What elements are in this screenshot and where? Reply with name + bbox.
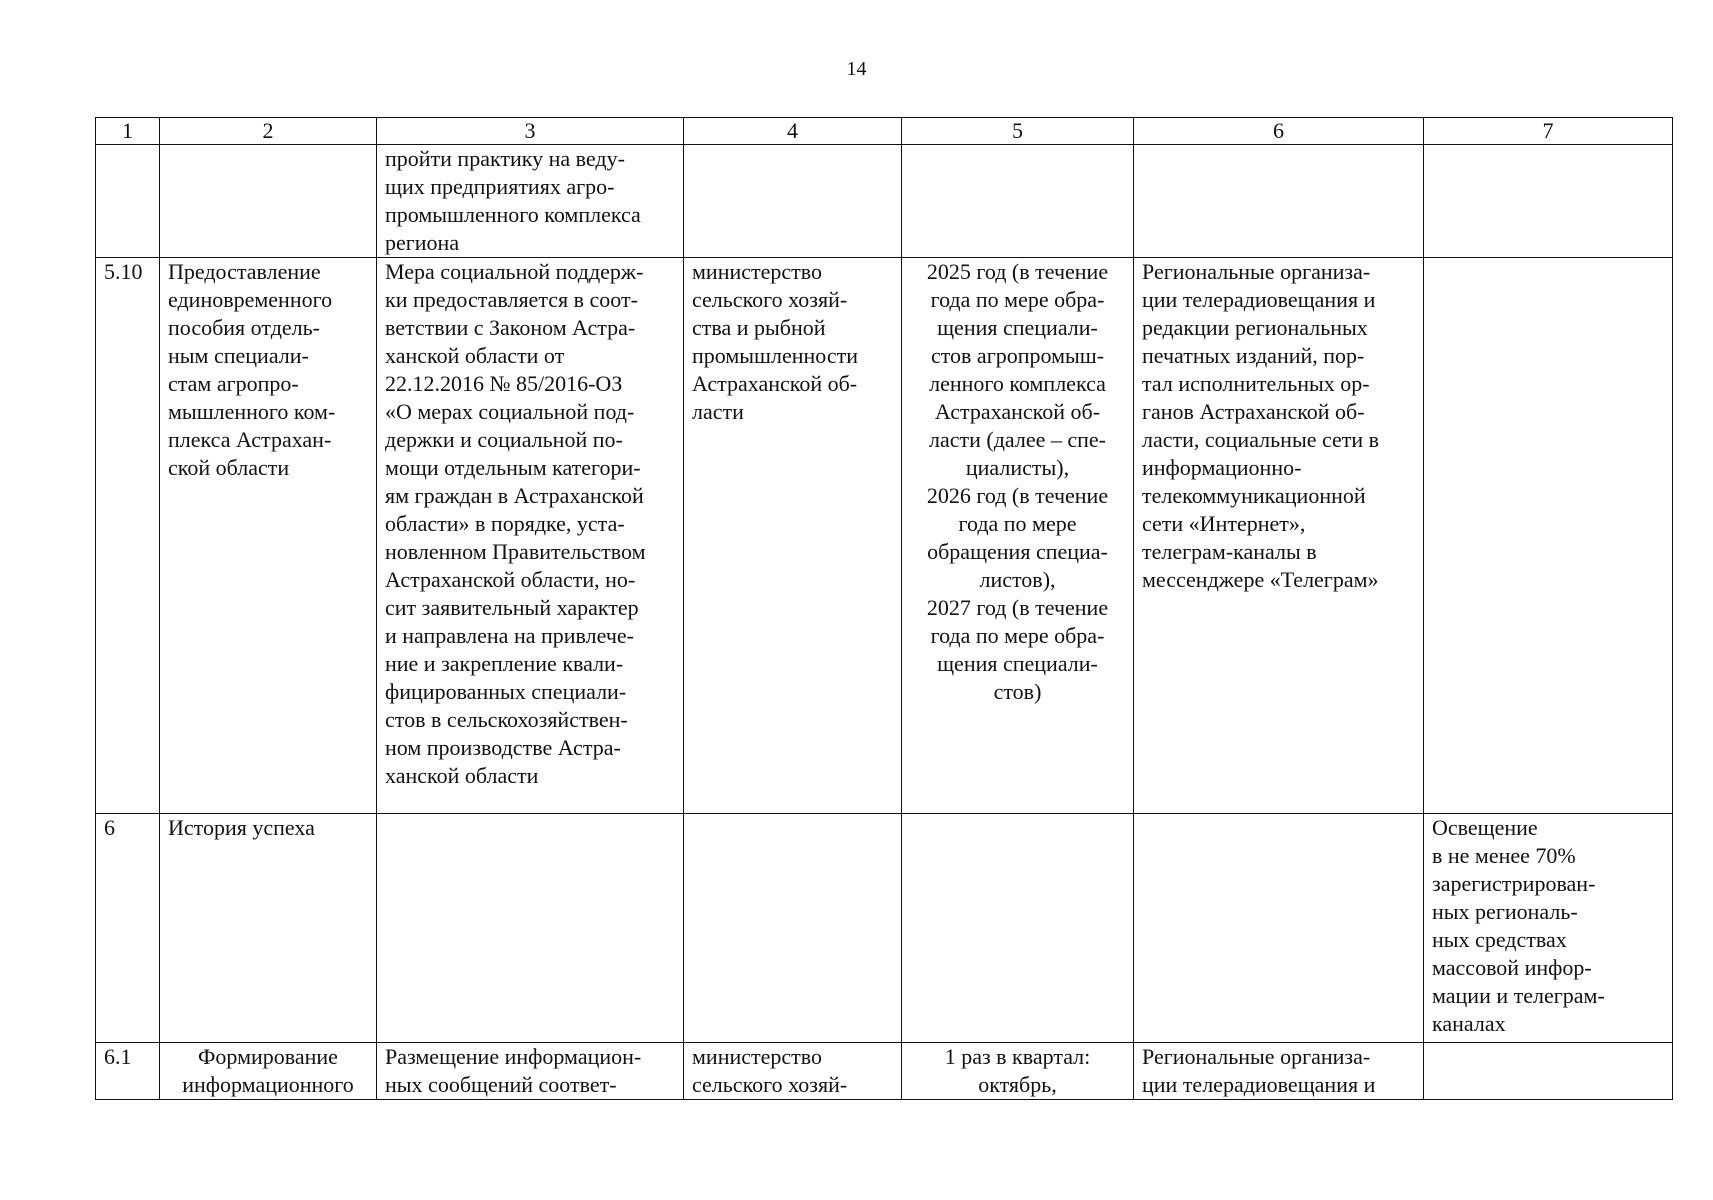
- measure-name-cell: История успеха: [160, 814, 377, 1043]
- result-cell: [1424, 1043, 1673, 1100]
- row-number-cell: 6: [96, 814, 160, 1043]
- responsible-cell: [684, 814, 902, 1043]
- description-cell: пройти практику на веду- щих предприятиях агро- промышленного комплекса региона: [377, 145, 684, 258]
- responsible-cell: министерство сельского хозяй- ства и рыбной промышленности Астраханской об- ласти: [684, 258, 902, 814]
- channels-cell: [1134, 814, 1424, 1043]
- page-number: 14: [846, 58, 867, 80]
- column-header: 2: [160, 118, 377, 145]
- table-header-row: [96, 118, 1673, 145]
- measure-name-cell: Формирование информационного: [160, 1043, 377, 1100]
- timing-cell: 1 раз в квартал: октябрь,: [902, 1043, 1134, 1100]
- document-table: [95, 117, 1673, 1100]
- measure-name-cell: [160, 145, 377, 258]
- column-header: 4: [684, 118, 902, 145]
- description-cell: Размещение информацион- ных сообщений соответ-: [377, 1043, 684, 1100]
- column-header: 5: [902, 118, 1134, 145]
- description-cell: Мера социальной поддерж- ки предоставляется в соот- ветствии с Законом Астра- ханской области от 22.12.2016 № 85/2016-ОЗ «О мерах социальной под- держки и социальной по- мощи отдельным категори- ям граждан в Астраханской области» в порядке, уста- новленном Правительством Астраханской области, но- сит заявительный характер и направлена на привлече- ние и закрепление квали- фицированных специали- стов в сельскохозяйствен- ном производстве Астра- ханской области: [377, 258, 684, 814]
- column-header: 1: [96, 118, 160, 145]
- result-cell: [1424, 145, 1673, 258]
- table-row: [96, 145, 1673, 258]
- row-number-cell: 6.1: [96, 1043, 160, 1100]
- column-header: 7: [1424, 118, 1673, 145]
- channels-cell: Региональные организа- ции телерадиовещания и редакции региональных печатных изданий, пор- тал исполнительных ор- ганов Астраханской об- ласти, социальные сети в информационно- телекоммуникационной сети «Интернет», телеграм-каналы в мессенджере «Телеграм»: [1134, 258, 1424, 814]
- table-row: [96, 1043, 1673, 1100]
- timing-cell: [902, 814, 1134, 1043]
- column-header: 3: [377, 118, 684, 145]
- result-cell: Освещение в не менее 70% зарегистрирован- ных региональ- ных средствах массовой инфор- мации и телеграм- каналах: [1424, 814, 1673, 1043]
- table-row: [96, 814, 1673, 1043]
- row-number-cell: 5.10: [96, 258, 160, 814]
- description-cell: [377, 814, 684, 1043]
- column-header: 6: [1134, 118, 1424, 145]
- measure-name-cell: Предоставление единовременного пособия отдель- ным специали- стам агропро- мышленного ком- плекса Астрахан- ской области: [160, 258, 377, 814]
- responsible-cell: министерство сельского хозяй-: [684, 1043, 902, 1100]
- channels-cell: Региональные организа- ции телерадиовещания и: [1134, 1043, 1424, 1100]
- timing-cell: 2025 год (в течение года по мере обра- щения специали- стов агропромыш- ленного комплекса Астраханской об- ласти (далее – спе- циалисты), 2026 год (в течение года по мере обращения специа- листов), 2027 год (в течение года по мере обра- щения специали- стов): [902, 258, 1134, 814]
- channels-cell: [1134, 145, 1424, 258]
- table-row: [96, 258, 1673, 814]
- row-number-cell: [96, 145, 160, 258]
- responsible-cell: [684, 145, 902, 258]
- timing-cell: [902, 145, 1134, 258]
- result-cell: [1424, 258, 1673, 814]
